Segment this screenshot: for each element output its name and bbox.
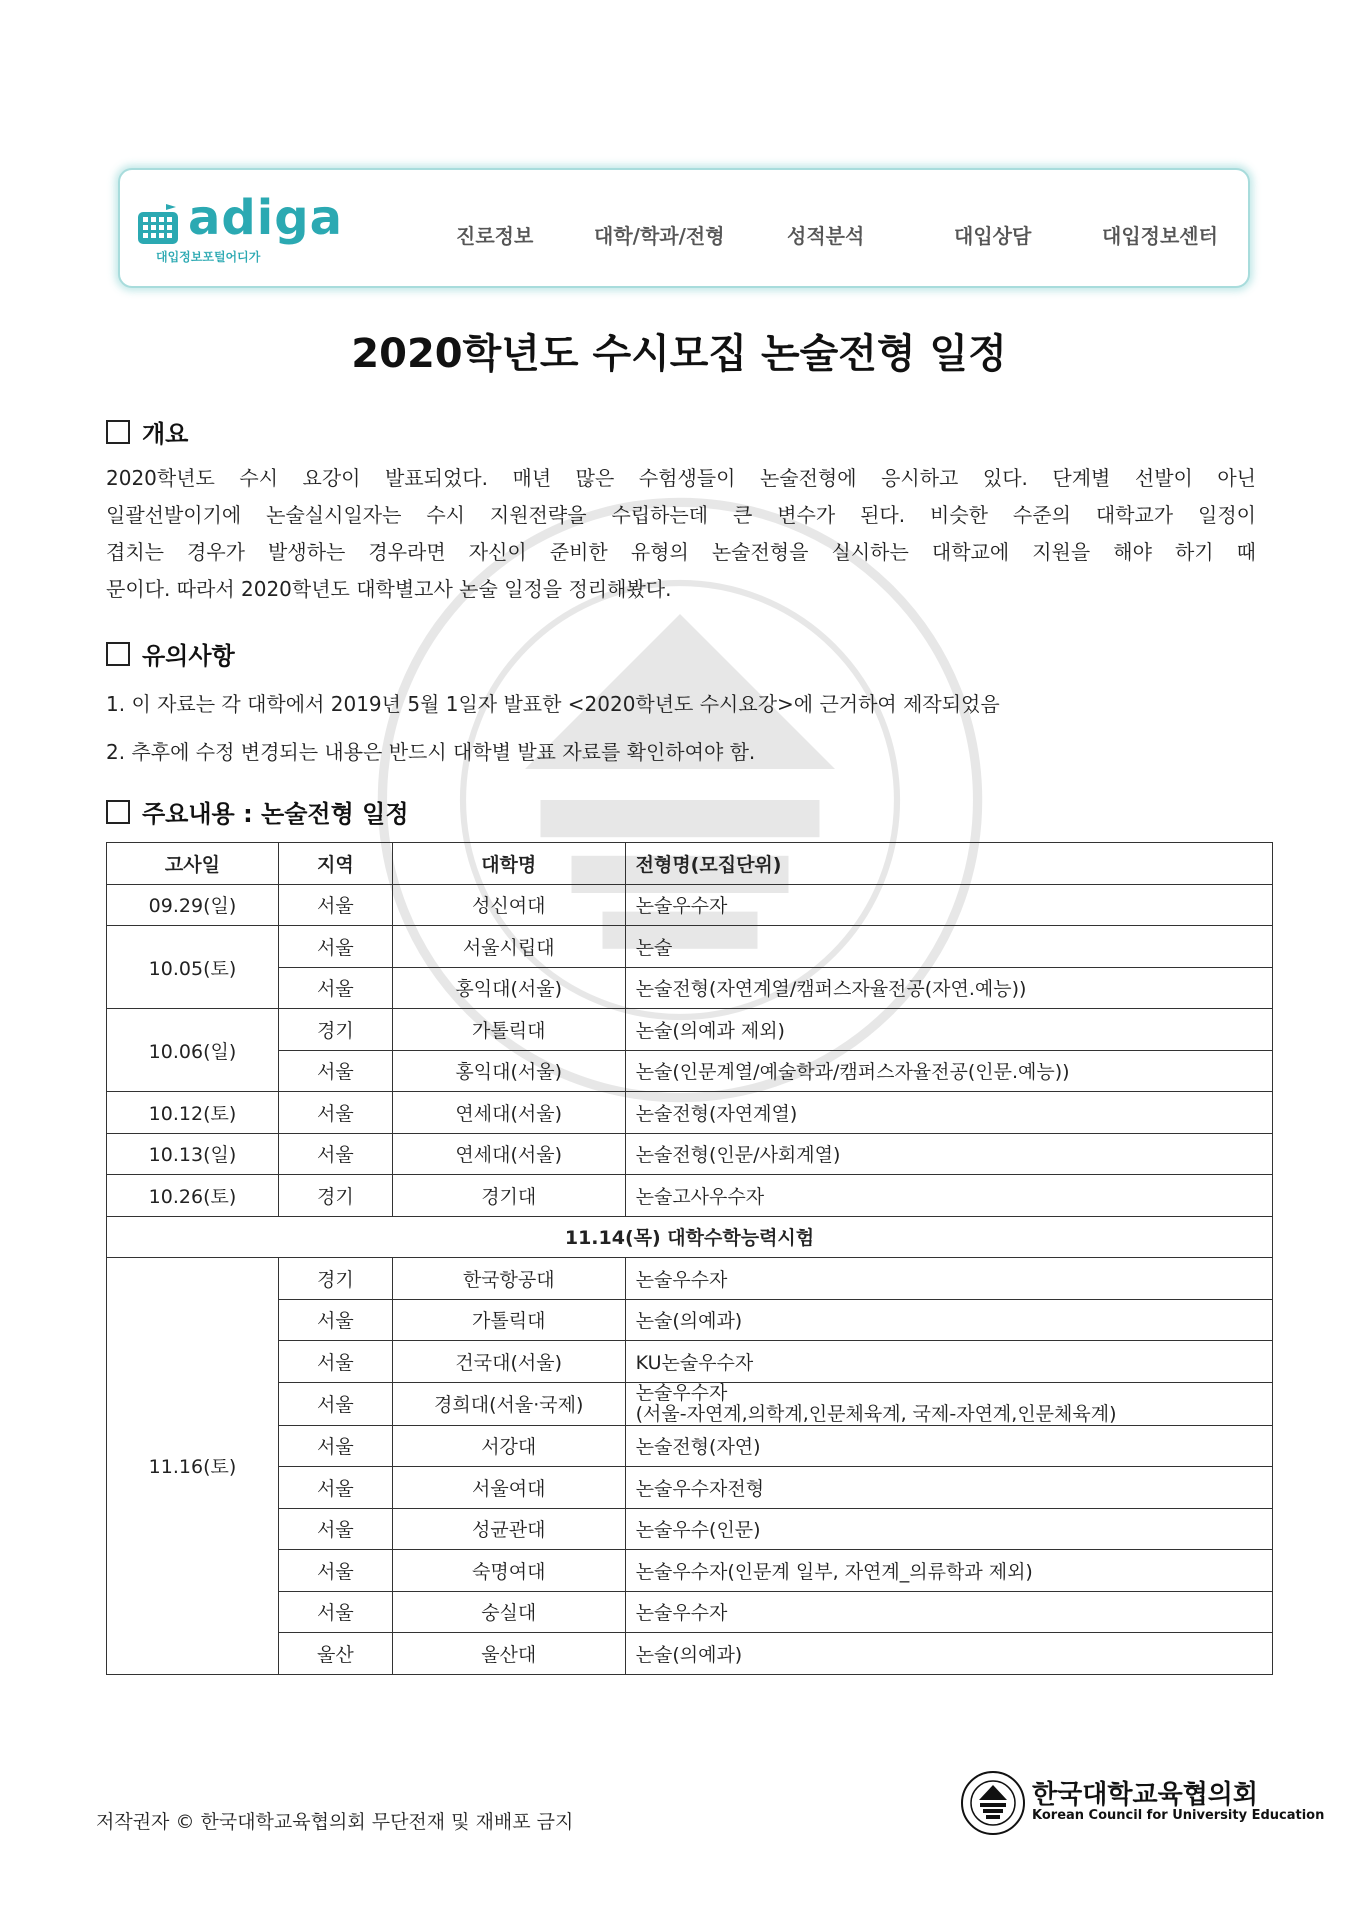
header-track: 전형명(모집단위) (625, 843, 1272, 885)
track-cell: 논술우수자(인문계 일부, 자연계_의류학과 제외) (625, 1550, 1272, 1592)
table-row (107, 1299, 1273, 1341)
section-main-label: 주요내용 : 논술전형 일정 (142, 800, 409, 828)
university-cell: 홍익대(서울) (392, 1050, 625, 1092)
table-row (107, 1009, 1273, 1051)
table-row (107, 967, 1273, 1009)
note-item-2: 2. 추후에 수정 변경되는 내용은 반드시 대학별 발표 자료를 확인하여야 함. (106, 740, 756, 764)
region-cell: 서울 (278, 1092, 392, 1134)
table-body-after-csat (107, 1258, 1273, 1675)
region-cell: 서울 (278, 1050, 392, 1092)
adiga-logo[interactable] (136, 190, 366, 264)
university-cell: 숭실대 (392, 1591, 625, 1633)
region-cell: 서울 (278, 1550, 392, 1592)
exam-date-cell: 10.13(일) (107, 1133, 279, 1175)
checkbox-square-icon (106, 420, 130, 444)
region-cell: 서울 (278, 1467, 392, 1509)
track-cell: 논술우수(인문) (625, 1508, 1272, 1550)
track-cell: 논술전형(자연계열/캠퍼스자율전공(자연.예능)) (625, 967, 1272, 1009)
region-cell: 서울 (278, 967, 392, 1009)
table-row (107, 1175, 1273, 1217)
track-cell: 논술우수자전형 (625, 1467, 1272, 1509)
track-line-2: (서울-자연계,의학계,인문체육계, 국제-자연계,인문체육계) (635, 1402, 1117, 1425)
table-row (107, 1467, 1273, 1509)
csat-cell: 11.14(목) 대학수학능력시험 (107, 1216, 1273, 1258)
overview-line-1: 2020학년도 수시 요강이 발표되었다. 매년 많은 수험생들이 논술전형에 응시하고 있다. 단계별 선발이 아닌 (106, 466, 1256, 490)
track-cell: 논술우수자 (625, 1258, 1272, 1300)
university-cell: 성균관대 (392, 1508, 625, 1550)
university-cell: 울산대 (392, 1633, 625, 1675)
kcue-logo (960, 1770, 1325, 1840)
table-row (107, 1508, 1273, 1550)
section-overview-label: 개요 (142, 420, 189, 448)
region-cell: 서울 (278, 1425, 392, 1467)
university-cell: 연세대(서울) (392, 1133, 625, 1175)
track-cell: 논술전형(자연) (625, 1425, 1272, 1467)
track-cell (625, 1382, 1272, 1425)
table-row (107, 884, 1273, 926)
table-row (107, 1092, 1273, 1134)
region-cell: 서울 (278, 1299, 392, 1341)
track-cell: 논술전형(자연계열) (625, 1092, 1272, 1134)
table-row (107, 1550, 1273, 1592)
table-body-before-csat (107, 884, 1273, 1216)
track-cell: 논술고사우수자 (625, 1175, 1272, 1217)
overview-line-2: 일괄선발이기에 논술실시일자는 수시 지원전략을 수립하는데 큰 변수가 된다. 비슷한 수준의 대학교가 일정이 (106, 503, 1256, 527)
track-cell: 논술(의예과) (625, 1633, 1272, 1675)
university-cell: 경기대 (392, 1175, 625, 1217)
exam-date-cell: 10.05(토) (107, 926, 279, 1009)
page-title: 2020학년도 수시모집 논술전형 일정 (351, 331, 1007, 377)
region-cell: 서울 (278, 1341, 392, 1383)
table-row (107, 1050, 1273, 1092)
region-cell: 서울 (278, 1591, 392, 1633)
exam-date-cell: 11.16(토) (107, 1258, 279, 1675)
building-icon (136, 202, 182, 248)
exam-date-cell: 09.29(일) (107, 884, 279, 926)
track-cell: 논술(인문계열/예술학과/캠퍼스자율전공(인문.예능)) (625, 1050, 1272, 1092)
table-row (107, 1633, 1273, 1675)
table-row (107, 1591, 1273, 1633)
track-cell: 논술(의예과 제외) (625, 1009, 1272, 1051)
overview-line-3: 겹치는 경우가 발생하는 경우라면 자신이 준비한 유형의 논술전형을 실시하는 대학교에 지원을 해야 하기 때 (106, 540, 1256, 564)
overview-line-4: 문이다. 따라서 2020학년도 대학별고사 논술 일정을 정리해봤다. (106, 577, 672, 601)
nav-counseling[interactable]: 대입상담 (954, 224, 1032, 248)
track-cell: 논술우수자 (625, 884, 1272, 926)
university-cell: 숙명여대 (392, 1550, 625, 1592)
kcue-name-korean: 한국대학교육협의회 (1032, 1780, 1259, 1810)
university-cell: 한국항공대 (392, 1258, 625, 1300)
region-cell: 경기 (278, 1009, 392, 1051)
header-exam-date: 고사일 (107, 843, 279, 885)
exam-date-cell: 10.06(일) (107, 1009, 279, 1092)
section-main-heading (106, 794, 409, 829)
region-cell: 울산 (278, 1633, 392, 1675)
header-university: 대학명 (392, 843, 625, 885)
essay-schedule-table (106, 842, 1273, 1675)
note-item-1: 1. 이 자료는 각 대학에서 2019년 5월 1일자 발표한 <2020학년도 수시요강>에 근거하여 제작되었음 (106, 692, 1000, 716)
checkbox-square-icon (106, 642, 130, 666)
university-cell: 서울시립대 (392, 926, 625, 968)
university-cell: 서강대 (392, 1425, 625, 1467)
section-overview-heading (106, 414, 188, 449)
university-cell: 홍익대(서울) (392, 967, 625, 1009)
logo-subtitle: 대입정보포털어디가 (156, 250, 261, 264)
track-cell: 논술우수자 (625, 1591, 1272, 1633)
exam-date-cell: 10.26(토) (107, 1175, 279, 1217)
logo-wordmark: adiga (188, 190, 343, 246)
table-row (107, 1133, 1273, 1175)
region-cell: 서울 (278, 1382, 392, 1425)
university-cell: 연세대(서울) (392, 1092, 625, 1134)
region-cell: 서울 (278, 884, 392, 926)
region-cell: 서울 (278, 926, 392, 968)
region-cell: 서울 (278, 1508, 392, 1550)
track-cell: 논술(의예과) (625, 1299, 1272, 1341)
track-line-1: 논술우수자 (635, 1381, 728, 1404)
header-region: 지역 (278, 843, 392, 885)
track-cell: 논술전형(인문/사회계열) (625, 1133, 1272, 1175)
table-row (107, 1425, 1273, 1467)
checkbox-square-icon (106, 800, 130, 824)
table-row (107, 1258, 1273, 1300)
university-cell: 가톨릭대 (392, 1009, 625, 1051)
kcue-seal-icon (960, 1770, 1026, 1836)
track-cell: KU논술우수자 (625, 1341, 1272, 1383)
section-notes-heading (106, 636, 235, 671)
university-cell: 경희대(서울·국제) (392, 1382, 625, 1425)
table-row (107, 1382, 1273, 1425)
university-cell: 서울여대 (392, 1467, 625, 1509)
csat-row (107, 1216, 1273, 1258)
nav-career-info[interactable]: 진로정보 (456, 224, 534, 248)
region-cell: 경기 (278, 1175, 392, 1217)
region-cell: 경기 (278, 1258, 392, 1300)
section-notes-label: 유의사항 (142, 642, 235, 670)
university-cell: 건국대(서울) (392, 1341, 625, 1383)
nav-university-admissions[interactable]: 대학/학과/전형 (594, 224, 725, 248)
university-cell: 가톨릭대 (392, 1299, 625, 1341)
table-row (107, 926, 1273, 968)
header-banner (118, 168, 1250, 288)
kcue-name-english: Korean Council for University Education (1032, 1808, 1325, 1823)
table-header-row (107, 843, 1273, 885)
table-row (107, 1341, 1273, 1383)
exam-date-cell: 10.12(토) (107, 1092, 279, 1134)
region-cell: 서울 (278, 1133, 392, 1175)
nav-info-center[interactable]: 대입정보센터 (1102, 224, 1218, 248)
track-cell: 논술 (625, 926, 1272, 968)
copyright-notice: 저작권자 © 한국대학교육협의회 무단전재 및 재배포 금지 (96, 1811, 574, 1833)
nav-score-analysis[interactable]: 성적분석 (787, 224, 865, 248)
university-cell: 성신여대 (392, 884, 625, 926)
